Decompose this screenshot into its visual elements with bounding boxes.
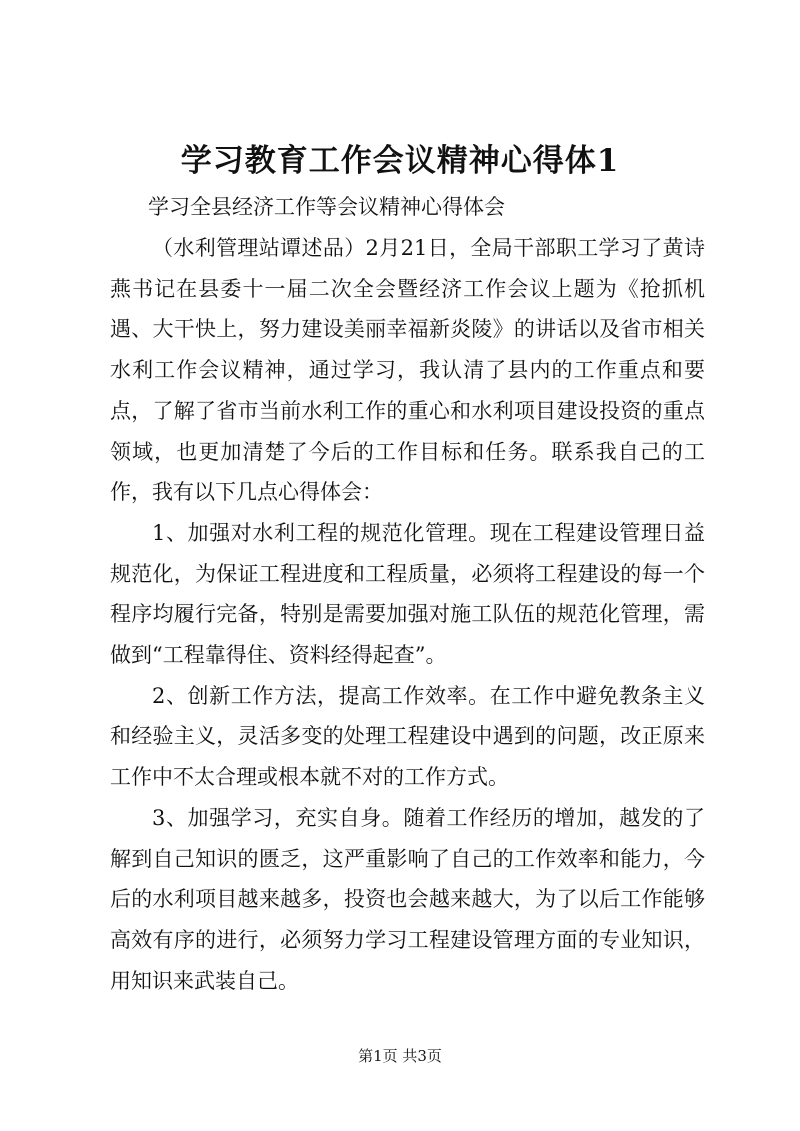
page-number-footer: 第1页 共3页 — [358, 1047, 442, 1065]
paragraph-point-3: 3、加强学习，充实自身。随着工作经历的增加，越发的了解到自己知识的匮乏，这严重影响了自己的工作效率和能力，今后的水利项目越来越多，投资也会越来越大，为了以后工作能够高效有序的进行，必须努力学习工程建设管理方面的专业知识，用知识来武装自己。 — [110, 805, 705, 993]
document-body — [110, 228, 705, 1001]
paragraph-point-2: 2、创新工作方法，提高工作效率。在工作中避免教条主义和经验主义，灵活多变的处理工程建设中遇到的问题，改正原来工作中不太合理或根本就不对的工作方式。 — [110, 683, 705, 790]
document-subtitle: 学习全县经济工作等会议精神心得体会 — [148, 195, 505, 219]
document-title: 学习教育工作会议精神心得体1 — [180, 143, 620, 179]
paragraph-intro: （水利管理站谭述品）2月21日，全局干部职工学习了黄诗燕书记在县委十一届二次全会暨经济工作会议上题为《抢抓机遇、大干快上，努力建设美丽幸福新炎陵》的讲话以及省市相关水利工作会议精神，通过学习，我认清了县内的工作重点和要点，了解了省市当前水利工作的重心和水利项目建设投资的重点领域，也更加清楚了今后的工作目标和任务。联系我自己的工作，我有以下几点心得体会： — [110, 236, 705, 505]
paragraph-point-1: 1、加强对水利工程的规范化管理。现在工程建设管理日益规范化，为保证工程进度和工程质量，必须将工程建设的每一个程序均履行完备，特别是需要加强对施工队伍的规范化管理，需做到“工程靠得住、资料经得起查”。 — [110, 520, 705, 668]
